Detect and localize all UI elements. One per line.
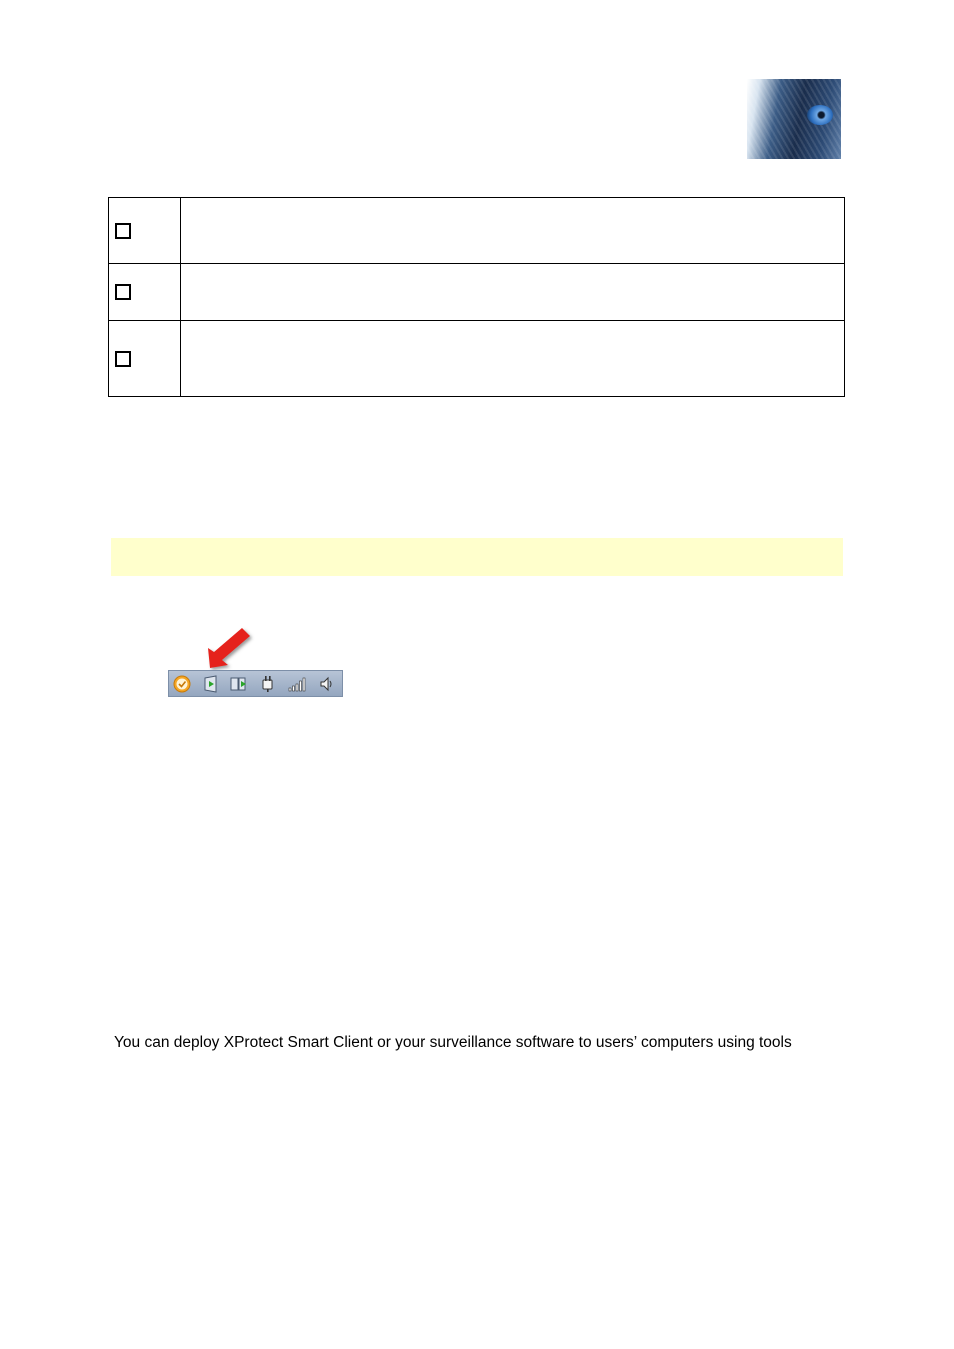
checklist-text-cell bbox=[181, 198, 845, 264]
checklist-table bbox=[108, 197, 845, 397]
checklist-text-cell bbox=[181, 264, 845, 321]
system-tray bbox=[168, 670, 343, 697]
checkbox-icon[interactable] bbox=[115, 351, 131, 367]
power-plug-icon[interactable] bbox=[259, 675, 277, 693]
checklist-row bbox=[109, 264, 845, 321]
logo-eye bbox=[807, 105, 833, 125]
note-highlight-bar bbox=[111, 538, 843, 576]
checklist-row bbox=[109, 198, 845, 264]
signal-bars-icon[interactable] bbox=[288, 675, 306, 693]
network-icon[interactable] bbox=[230, 675, 248, 693]
smart-client-tray-icon[interactable] bbox=[202, 675, 220, 693]
checkbox-icon[interactable] bbox=[115, 284, 131, 300]
red-arrow-icon bbox=[200, 622, 260, 670]
clock-icon[interactable] bbox=[173, 675, 191, 693]
checkbox-cell bbox=[109, 321, 181, 397]
milestone-logo bbox=[747, 79, 841, 159]
checklist-row bbox=[109, 321, 845, 397]
checkbox-cell bbox=[109, 198, 181, 264]
body-paragraph: You can deploy XProtect Smart Client or your surveillance software to users’ computers using tools bbox=[114, 1034, 792, 1051]
checkbox-cell bbox=[109, 264, 181, 321]
speaker-icon[interactable] bbox=[318, 675, 336, 693]
checkbox-icon[interactable] bbox=[115, 223, 131, 239]
checklist-text-cell bbox=[181, 321, 845, 397]
